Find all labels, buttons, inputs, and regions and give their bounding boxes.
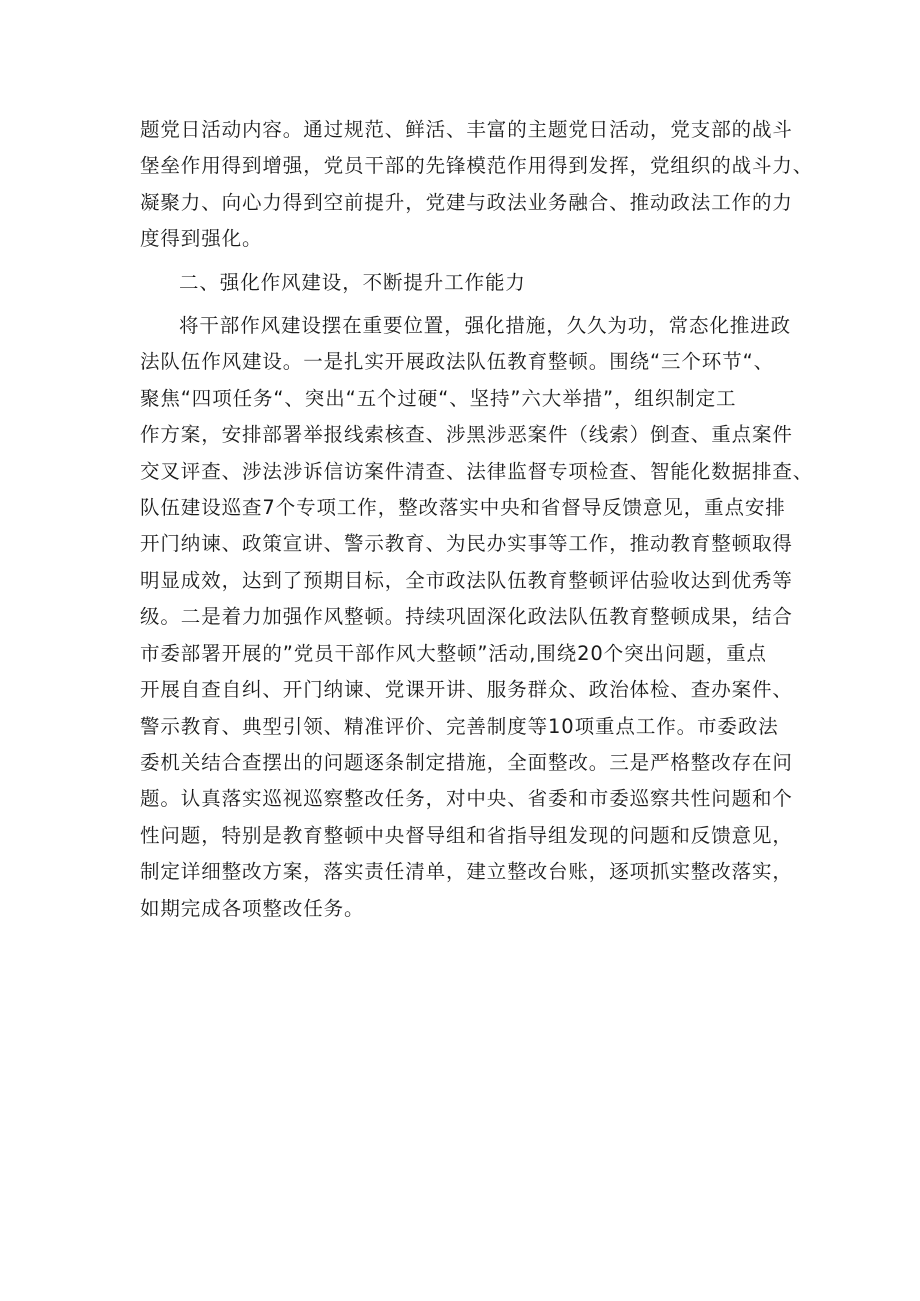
- text-line: 制定详细整改方案，落实责任清单，建立整改台账，逐项抓实整改落实，: [140, 860, 793, 884]
- heading-line: 二、强化作风建设，不断提升工作能力: [179, 270, 526, 294]
- text-line: 作方案，安排部署举报线索核查、涉黑涉恶案件（线索）倒查、重点案件: [140, 423, 793, 447]
- text-line: 如期完成各项整改任务。: [140, 896, 365, 920]
- text-line: 堡垒作用得到增强，党员干部的先锋模范作用得到发挥，党组织的战斗力、: [140, 154, 814, 178]
- text-line: 明显成效，达到了预期目标，全市政法队伍教育整顿评估验收达到优秀等: [140, 568, 793, 592]
- text-line: 警示教育、典型引领、精准评价、完善制度等10项重点工作。市委政法: [140, 714, 779, 738]
- text-line: 题。认真落实巡视巡察整改任务，对中央、省委和市委巡察共性问题和个: [140, 787, 793, 811]
- paragraph-2: [140, 308, 814, 927]
- text-line: 委机关结合查摆出的问题逐条制定措施，全面整改。三是严格整改存在问: [140, 750, 793, 774]
- document-body: [140, 112, 814, 934]
- text-line: 度得到强化。: [140, 227, 263, 251]
- text-line: 队伍建设巡查7个专项工作，整改落实中央和省督导反馈意见，重点安排: [140, 496, 786, 520]
- text-line: 交叉评查、涉法涉诉信访案件清查、法律监督专项检查、智能化数据排查、: [140, 459, 814, 483]
- text-line: 级。二是着力加强作风整顿。持续巩固深化政法队伍教育整顿成果，结合: [140, 605, 793, 629]
- text-line: 聚焦“四项任务“、突出“五个过硬“、坚持”六大举措”，组织制定工: [140, 386, 737, 410]
- text-line: 开展自查自纠、开门纳谏、党课开讲、服务群众、政治体检、查办案件、: [140, 678, 793, 702]
- text-line: 性问题，特别是教育整顿中央督导组和省指导组发现的问题和反馈意见，: [140, 823, 793, 847]
- text-line: 开门纳谏、政策宣讲、警示教育、为民办实事等工作，推动教育整顿取得: [140, 532, 793, 556]
- text-line: 凝聚力、向心力得到空前提升，党建与政法业务融合、推动政法工作的力: [140, 190, 793, 214]
- text-line: 市委部署开展的”党员干部作风大整顿”活动,围绕20个突出问题，重点: [140, 641, 767, 665]
- text-line: 题党日活动内容。通过规范、鲜活、丰富的主题党日活动，党支部的战斗: [140, 118, 793, 141]
- paragraph-1: [140, 112, 814, 258]
- section-heading: [140, 265, 800, 301]
- text-line: 法队伍作风建设。一是扎实开展政法队伍教育整顿。围绕“三个环节“、: [140, 350, 775, 374]
- text-line: 将干部作风建设摆在重要位置，强化措施，久久为功，常态化推进政: [179, 314, 792, 338]
